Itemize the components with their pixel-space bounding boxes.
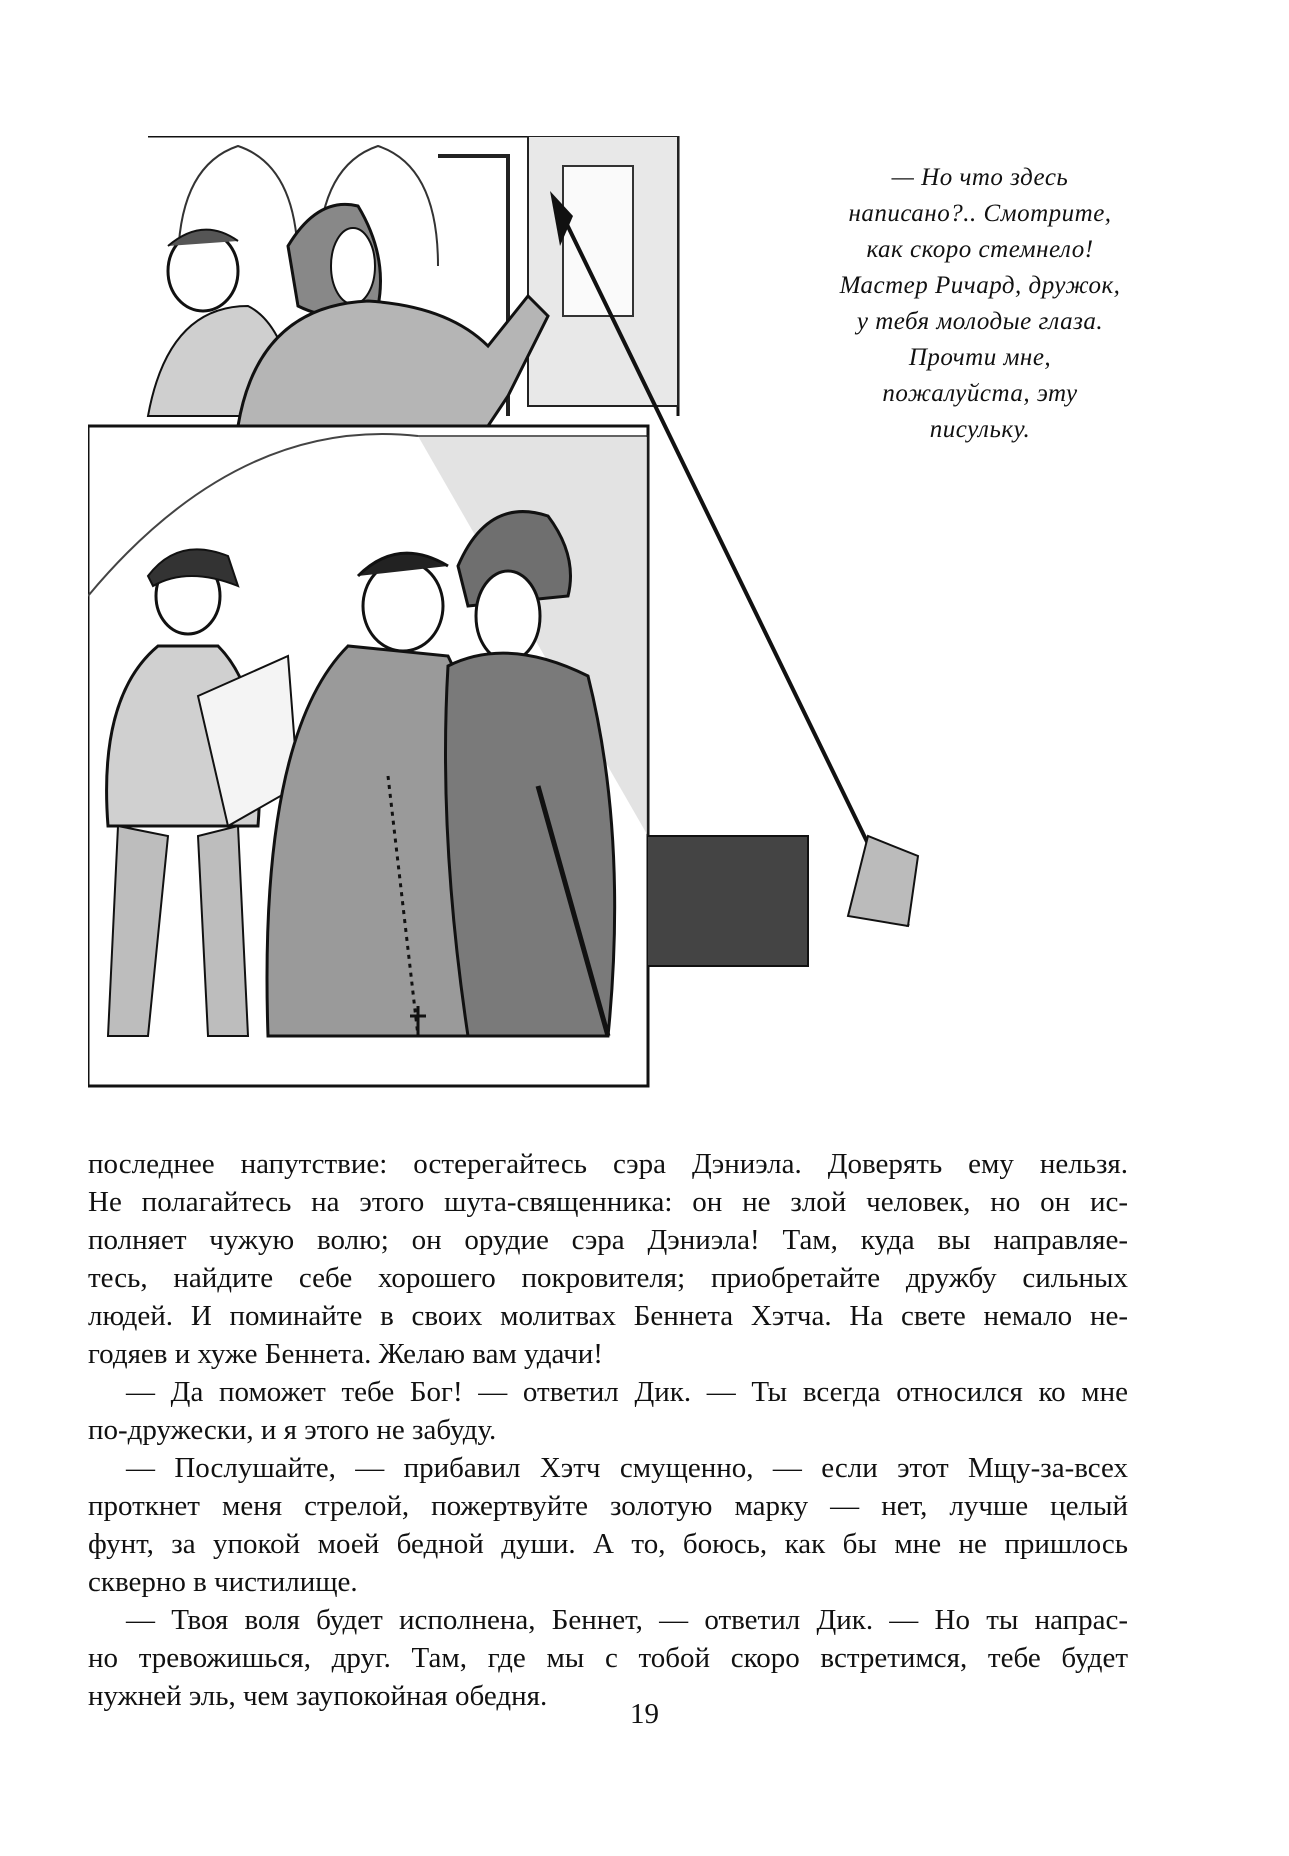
caption-line: пожалуйста, эту	[882, 380, 1078, 407]
caption-line: как скоро стемнело!	[866, 236, 1094, 263]
text-line: но тревожишься, друг. Там, где мы с тобой скоро встретимся, тебе будет	[88, 1642, 1128, 1674]
text-line: полняет чужую волю; он орудие сэра Дэниэла! Там, куда вы направляе-	[88, 1224, 1128, 1256]
text-line: — Да поможет тебе Бог! — ответил Дик. — Ты всегда относился ко мне	[126, 1376, 1128, 1408]
caption-line: Мастер Ричард, дружок,	[839, 272, 1121, 299]
illustration-caption	[770, 160, 1190, 448]
page-number: 19	[630, 1698, 659, 1730]
text-line: Не полагайтесь на этого шута-священника: он не злой человек, но он ис-	[88, 1186, 1128, 1218]
caption-line: писульку.	[929, 416, 1031, 443]
text-line: последнее напутствие: остерегайтесь сэра Дэниэла. Доверять ему нельзя.	[88, 1148, 1128, 1180]
text-line: тесь, найдите себе хорошего покровителя; приобретайте дружбу сильных	[88, 1262, 1128, 1294]
caption-line: — Но что здесь	[891, 164, 1069, 191]
text-line: по-дружески, и я этого не забуду.	[88, 1414, 497, 1446]
text-line: фунт, за упокой моей бедной души. А то, боюсь, как бы мне не пришлось	[88, 1528, 1128, 1560]
text-line: годяев и хуже Беннета. Желаю вам удачи!	[88, 1338, 603, 1370]
text-line: людей. И поминайте в своих молитвах Беннета Хэтча. На свете немало не-	[88, 1300, 1128, 1332]
text-line: скверно в чистилище.	[88, 1566, 358, 1598]
text-line: — Послушайте, — прибавил Хэтч смущенно, — если этот Мщу-за-всех	[126, 1452, 1128, 1484]
caption-line: Прочти мне,	[908, 344, 1052, 371]
text-line: — Твоя воля будет исполнена, Беннет, — ответил Дик. — Но ты напрас-	[126, 1604, 1128, 1636]
caption-line: написано?.. Смотрите,	[848, 200, 1112, 227]
text-line: проткнет меня стрелой, пожертвуйте золотую марку — нет, лучше целый	[88, 1490, 1128, 1522]
caption-line: у тебя молодые глаза.	[856, 308, 1104, 335]
body-text	[88, 1145, 1128, 1715]
text-line: нужней эль, чем заупокойная обедня.	[88, 1680, 548, 1712]
